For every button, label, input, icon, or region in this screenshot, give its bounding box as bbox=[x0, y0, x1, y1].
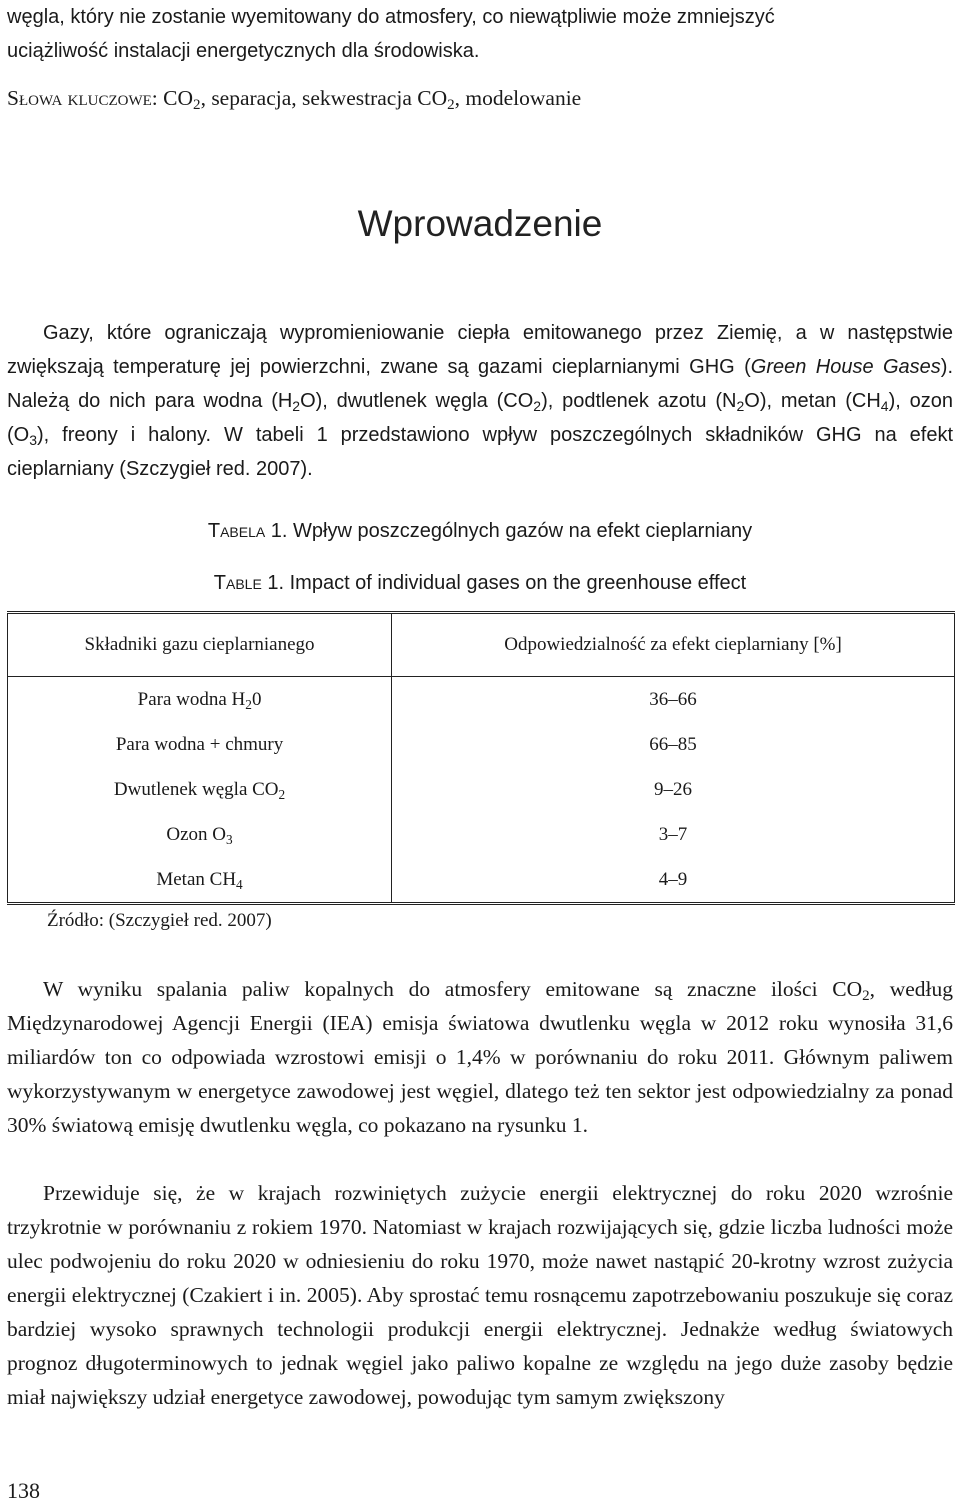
gas-value-cell: 66–85 bbox=[392, 722, 955, 767]
caption-pl-label: Tabela 1. bbox=[207, 520, 288, 542]
caption-en-label: Table 1. bbox=[213, 572, 285, 594]
table-source: Źródło: (Szczygieł red. 2007) bbox=[47, 910, 272, 931]
gases-table bbox=[7, 611, 955, 905]
section-title: Wprowadzenie bbox=[357, 203, 603, 244]
intro-line-1: węgla, który nie zostanie wyemitowany do atmosfery, co niewątpliwie może zmniejszyć bbox=[7, 6, 775, 28]
table-row bbox=[8, 812, 955, 857]
table-caption-en bbox=[7, 572, 953, 595]
table-row bbox=[8, 677, 955, 723]
table-caption-pl bbox=[7, 520, 953, 543]
keywords-label: Słowa kluczowe: bbox=[7, 86, 158, 110]
header-responsibility: Odpowiedzialność za efekt cieplarniany [%] bbox=[392, 613, 955, 677]
keywords: Słowa kluczowe: $CO_2$, separacja, sekwestracja $CO_2$, modelowanie bbox=[7, 86, 582, 113]
gas-name-cell: Para wodna $H_20$ bbox=[137, 688, 262, 712]
header-gas-component: Składniki gazu cieplarnianego bbox=[8, 613, 392, 677]
table-row bbox=[8, 722, 955, 767]
emissions-paragraph: W wyniku spalania paliw kopalnych do atmosfery emitowane są znaczne ilości $CO_2$, według Międzynarodowej Agencji Energii (IEA) emisja światowa dwutlenku węgla w 2012 roku wynosiła 31,6 miliardów ton co odpowiada wzrostowi emisji o 1,4% w porównaniu do roku 2011. Głównym paliwem wykorzystywanym w energetyce zawodowej jest węgiel, dlatego też ten sektor jest odpowiedzialny za ponad 30% światową emisję dwutlenku węgla, co pokazano na rysunku 1. bbox=[7, 977, 953, 1137]
forecast-paragraph: Przewiduje się, że w krajach rozwiniętych zużycie energii elektrycznej do roku 2020 wzrośnie trzykrotnie w porównaniu z rokiem 1970. Natomiast w krajach rozwijających się, gdzie liczba ludności może ulec podwojeniu do roku 2020 w odniesieniu do roku 1970, może nawet nastąpić 20-krotny wzrost zużycia energii elektrycznej (Czakiert i in. 2005). Aby sprostać temu rosnącemu zapotrzebowaniu poszukuje się coraz bardziej wysoko sprawnych technologii produkcji energii elektrycznej. Jednakże według światowych prognoz długoterminowych to jednak węgiel jako paliwo kopalne ze względu na jego duże zasoby będzie miał największy udział energetyce zawodowej, powodując tym samym zwiększony bbox=[7, 1181, 953, 1409]
gas-value-cell: 3–7 bbox=[392, 812, 955, 857]
gas-name-cell: Para wodna + chmury bbox=[115, 733, 284, 755]
gas-value-cell: 36–66 bbox=[392, 677, 955, 723]
caption-pl-text: Wpływ poszczególnych gazów na efekt cieplarniany bbox=[287, 520, 753, 542]
table-row bbox=[8, 857, 955, 904]
keywords-co2: CO bbox=[163, 86, 194, 110]
caption-en-text: Impact of individual gases on the greenhouse effect bbox=[284, 572, 747, 594]
gas-value-cell: 9–26 bbox=[392, 767, 955, 812]
keywords-mid: , separacja, sekwestracja CO bbox=[200, 86, 448, 110]
gas-name-cell: Metan $CH_4$ bbox=[156, 868, 243, 892]
gas-name-cell: Ozon $O_3$ bbox=[166, 823, 233, 847]
page-number: 138 bbox=[7, 1478, 40, 1503]
intro-paragraph bbox=[7, 0, 953, 68]
gas-name-cell: Dwutlenek węgla $CO_2$ bbox=[113, 778, 286, 802]
gas-value-cell: 4–9 bbox=[392, 857, 955, 904]
gases-paragraph: Gazy, które ograniczają wypromieniowanie ciepła emitowanego przez Ziemię, a w następstwie zwiększają temperaturę jej powierzchni, zwane są gazami cieplarnianymi GHG (Green House Gases). Należą do nich para wodna $(H_2O)$, dwutlenek węgla $(CO_2)$, podtlenek azotu $(N_2O)$, metan $(CH_4)$, ozon $(O_3)$, freony i halony. W tabeli 1 przedstawiono wpływ poszczególnych składników GHG na efekt cieplarniany (Szczygieł red. 2007). bbox=[7, 322, 953, 480]
keywords-end: , modelowanie bbox=[454, 86, 582, 110]
table-header-row bbox=[8, 613, 955, 677]
table-row bbox=[8, 767, 955, 812]
intro-line-2: uciążliwość instalacji energetycznych dla środowiska. bbox=[7, 40, 480, 62]
